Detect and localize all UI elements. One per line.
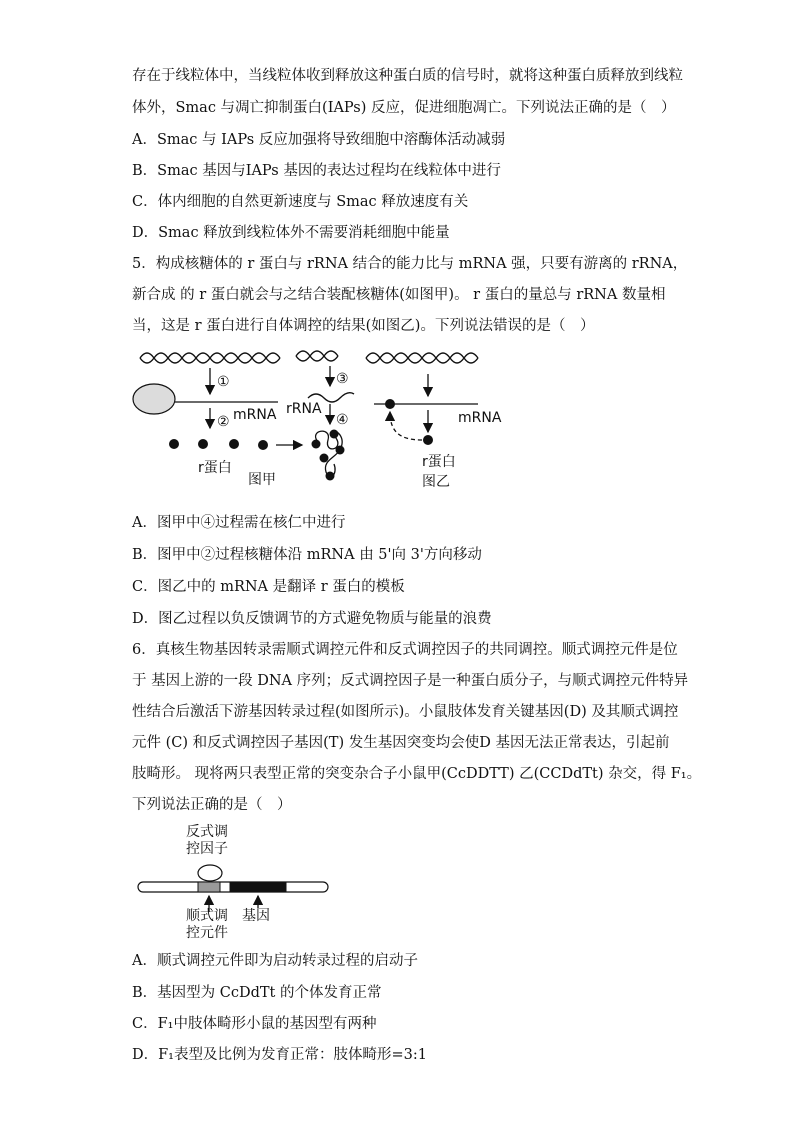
q5-option-a: A．图甲中④过程需在核仁中进行 [132, 515, 346, 531]
q4-stem-line-2: 体外，Smac 与凋亡抑制蛋白(IAPs) 反应，促进细胞凋亡。下列说法正确的是（ ） [132, 100, 676, 116]
r-protein-label-b: r蛋白 [422, 454, 456, 470]
q6-option-b: B．基因型为 CcDdTt 的个体发育正常 [132, 985, 382, 1001]
q6-stem-line-5: 肢畸形。 现将两只表型正常的突变杂合子小鼠甲(CcDDTT) 乙(CCDdTt) 杂交，得 F₁。 [132, 766, 702, 782]
q6-stem-line-3: 性结合后激活下游基因转录过程(如图所示)。小鼠肢体发育关键基因(D) 及其顺式调控 [132, 704, 679, 720]
gene-block [230, 882, 286, 892]
step-3-label: ③ [336, 371, 349, 387]
q5-option-d: D．图乙过程以负反馈调节的方式避免物质与能量的浪费 [132, 611, 492, 627]
q6-option-d: D．F₁表型及比例为发育正常：肢体畸形=3:1 [132, 1047, 427, 1063]
dna-helix-middle [296, 351, 338, 361]
q6-stem-line-4: 元件 (C) 和反式调控因子基因(T) 发生基因突变均会使D 基因无法正常表达，引起前 [132, 735, 670, 751]
cis-element-label-1: 顺式调 [186, 908, 228, 924]
gene-regulation-figure [132, 820, 342, 944]
q4-option-a: A．Smac 与 IAPs 反应加强将导致细胞中溶酶体活动减弱 [132, 132, 506, 148]
trans-factor-shape [198, 865, 222, 881]
q4-option-d: D．Smac 释放到线粒体外不需要消耗细胞中能量 [132, 225, 450, 241]
q6-stem-line-6: 下列说法正确的是（ ） [132, 797, 292, 813]
step-4-label: ④ [336, 412, 349, 428]
q6-option-c: C．F₁中肢体畸形小鼠的基因型有两种 [132, 1016, 377, 1032]
r-protein-dot [229, 439, 239, 449]
q6-option-a: A．顺式调控元件即为启动转录过程的启动子 [132, 953, 418, 969]
step-2-label: ② [217, 414, 230, 430]
fig-a-caption: 图甲 [248, 472, 276, 488]
cis-element-block [198, 882, 220, 892]
dna-helix-right [366, 353, 478, 363]
gene-label: 基因 [242, 908, 270, 924]
q5-stem-line-3: 当，这是 r 蛋白进行自体调控的结果(如图乙)。下列说法错误的是（ ） [132, 318, 595, 334]
free-r-protein [423, 435, 433, 445]
q5-option-c: C．图乙中的 mRNA 是翻译 r 蛋白的模板 [132, 579, 405, 595]
r-protein-dot [198, 439, 208, 449]
r-protein-dot [258, 440, 268, 450]
rrna-label: rRNA [286, 401, 322, 417]
r-protein-dot [169, 439, 179, 449]
q4-stem-line-1: 存在于线粒体中，当线粒体收到释放这种蛋白质的信号时，就将这种蛋白质释放到线粒 [132, 68, 683, 84]
q4-option-c: C．体内细胞的自然更新速度与 Smac 释放速度有关 [132, 194, 469, 210]
step-1-label: ① [217, 374, 230, 390]
trans-factor-label-1: 反式调 [186, 824, 228, 840]
q5-stem-line-2: 新合成 的 r 蛋白就会与之结合装配核糖体(如图甲)。 r 蛋白的量总与 rRNA 数量相 [132, 287, 666, 303]
q6-stem-line-2: 于 基因上游的一段 DNA 序列；反式调控因子是一种蛋白质分子，与顺式调控元件特异 [132, 673, 689, 689]
r-protein-label-a: r蛋白 [198, 460, 232, 476]
bound-r-protein [385, 399, 395, 409]
q5-option-b: B．图甲中②过程核糖体沿 mRNA 由 5'向 3'方向移动 [132, 547, 482, 563]
q6-stem-line-1: 6．真核生物基因转录需顺式调控元件和反式调控因子的共同调控。顺式调控元件是位 [132, 642, 678, 658]
dna-helix-left [140, 353, 280, 363]
trans-factor-label-2: 控因子 [186, 841, 228, 857]
mrna-label-b: mRNA [458, 410, 502, 426]
fig-b-caption: 图乙 [422, 474, 450, 490]
feedback-dashed-arrow [390, 412, 422, 440]
cis-element-label-2: 控元件 [186, 925, 228, 941]
ribosome-regulation-figure [130, 346, 510, 498]
q4-option-b: B．Smac 基因与IAPs 基因的表达过程均在线粒体中进行 [132, 163, 501, 179]
q5-stem-line-1: 5．构成核糖体的 r 蛋白与 rRNA 结合的能力比与 mRNA 强，只要有游离的 rRNA， [132, 256, 688, 272]
mrna-label-a: mRNA [233, 407, 277, 423]
ribosome-shape [133, 384, 175, 414]
